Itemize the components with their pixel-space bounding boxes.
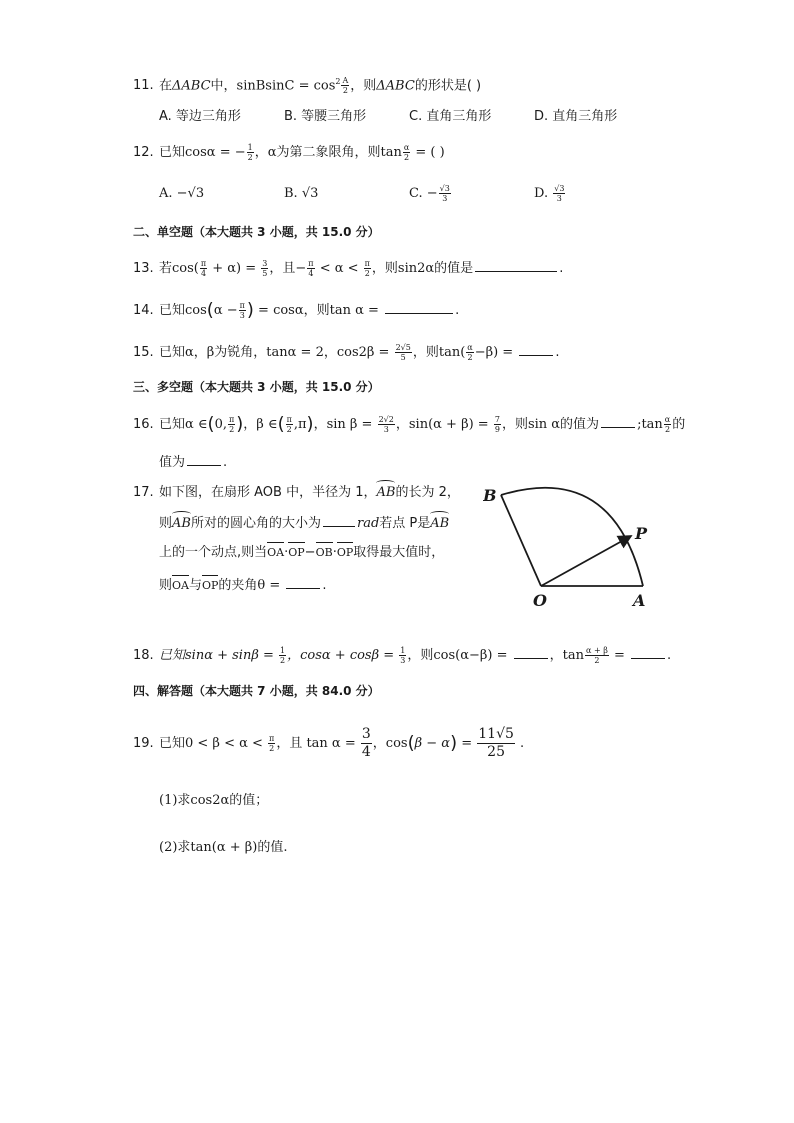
q16-fraction [286, 415, 293, 434]
vector-op: OP [337, 543, 353, 563]
q18-text: = [609, 648, 630, 663]
vector-op: OP [288, 543, 304, 563]
q15-text: −β) = [474, 345, 518, 360]
q18-fraction [399, 646, 406, 665]
q13-text: ，则sin2α的值是 [371, 261, 474, 276]
fraction-denominator: 2 [364, 269, 370, 278]
q11-triangle: ΔABC [172, 78, 211, 94]
fraction-denominator: 3 [239, 311, 245, 320]
dot-operator: · [284, 545, 289, 560]
question-number: 16. [133, 417, 154, 432]
option-fraction [439, 184, 451, 203]
q14-text: α − [213, 303, 238, 318]
question-number: 18. [133, 648, 154, 663]
q16-text: . [223, 455, 228, 470]
fraction-numerator: α [664, 415, 671, 424]
q19-text: . [515, 736, 525, 751]
fraction-denominator: 3 [442, 194, 448, 203]
sector-diagram [483, 481, 653, 611]
q17-text: 所对的圆心角的大小为 [190, 516, 321, 531]
option-a[interactable]: A. −√3 [159, 186, 205, 201]
q13-text: 若cos( [159, 261, 199, 276]
q11-text: ，则 [350, 78, 377, 94]
q11-text: 的形状是( ) [414, 78, 482, 94]
radius-ob [501, 495, 541, 586]
q12-fraction [247, 143, 254, 162]
fraction-denominator: 2 [269, 744, 275, 753]
q13-text: ，且− [269, 261, 307, 276]
q16-text: ，sin β = [313, 417, 377, 432]
fraction-denominator: 2 [342, 86, 348, 96]
question-number: 11. [133, 78, 154, 94]
arc-ab: AB [376, 483, 395, 503]
option-d[interactable] [534, 184, 566, 204]
q11-options [159, 107, 617, 127]
q16-text: 值为 [159, 455, 186, 470]
q19-fraction [268, 734, 275, 753]
fraction-numerator: π [286, 415, 292, 424]
q11-exponent: 2 [335, 77, 341, 86]
vector-oa: OA [172, 576, 189, 596]
fraction-denominator: 5 [262, 269, 268, 278]
option-b[interactable]: B. √3 [284, 186, 319, 201]
q19-part2: (2)求tan(α + β)的值. [159, 840, 288, 855]
fraction-numerator: π [200, 259, 207, 268]
answer-blank[interactable] [631, 645, 665, 659]
q13-fraction [261, 259, 268, 278]
q16-fraction [664, 415, 671, 434]
unit-rad: rad [356, 516, 380, 531]
fraction-numerator: α [467, 343, 473, 352]
fraction-numerator: π [269, 734, 275, 743]
q16-fraction [378, 415, 395, 434]
q17-text: 的夹角θ = [218, 578, 285, 593]
q13-text: < α < [315, 261, 363, 276]
option-d[interactable]: D. 直角三角形 [534, 109, 618, 124]
arc-ab [501, 488, 643, 586]
q16-text: ，则sin α的值为 [501, 417, 600, 432]
q15-stem [133, 342, 559, 363]
q11-stem [133, 72, 481, 96]
q17-text: 则 [159, 516, 173, 531]
fraction-numerator: √3 [554, 184, 565, 193]
q14-text: = cosα，则tan α = [253, 303, 384, 318]
option-fraction [553, 184, 565, 203]
q18-fraction [279, 646, 286, 665]
fraction-denominator: 3 [383, 425, 389, 434]
q16-stem: 16. 已知α ∈(0, $\frac{\pi}{2}$ )，β ∈( $\frac{\pi}{2}$ ,π)，sin β = $\frac{2√2}{3}$ ，sin(α + β) = $\frac{7}{9}$ ，则sin α的值为 ;tan $\frac{\alpha}{2}$ 的 [133, 413, 686, 435]
option-label: D. [534, 186, 553, 201]
q15-text: ，则tan( [412, 345, 466, 360]
fraction-numerator: 3 [361, 726, 371, 742]
fraction-denominator: 3 [400, 656, 406, 665]
q19-text: ，且 tan α = [276, 736, 360, 751]
option-label: C. − [409, 186, 438, 201]
q17-text: . [322, 578, 327, 593]
fraction-numerator: 11√5 [478, 726, 514, 742]
vector-op-arrow [541, 536, 631, 586]
q11-triangle: ΔABC [376, 78, 415, 94]
q11-text: 中，sinBsinC = cos [210, 78, 336, 94]
q18-text: ，tan [549, 648, 585, 663]
q14-fraction [239, 301, 246, 320]
q16-text: ，sin(α + β) = [395, 417, 493, 432]
dot-operator: · [332, 545, 337, 560]
answer-blank[interactable] [323, 513, 355, 527]
section-heading: 二、单空题（本大题共 3 小题，共 15.0 分） [133, 225, 380, 239]
q12-text: = ( ) [411, 145, 445, 160]
q18-text: 已知sinα + sinβ = [159, 648, 279, 663]
vector-ob: OB [316, 543, 333, 563]
fraction-denominator: 2 [286, 425, 292, 434]
q16-fraction [494, 415, 501, 434]
answer-blank[interactable] [475, 258, 557, 272]
fraction-numerator: α [403, 143, 410, 152]
fraction-denominator: 2 [594, 656, 600, 665]
fraction-denominator: 4 [361, 744, 371, 760]
q12-text: ，α为第二象限角，则tan [254, 145, 402, 160]
answer-blank[interactable] [514, 645, 548, 659]
q16-text: 已知α ∈ [159, 417, 208, 432]
fraction-denominator: 2 [404, 153, 410, 162]
fraction-numerator: 1 [280, 646, 286, 655]
label-a: A [633, 591, 646, 610]
q15-fraction [466, 343, 473, 362]
q15-fraction [395, 343, 412, 362]
fraction-denominator: 4 [308, 269, 314, 278]
q11-text: 在 [159, 78, 173, 94]
q14-text: . [455, 303, 460, 318]
answer-blank[interactable] [601, 414, 635, 428]
section-heading: 四、解答题（本大题共 7 小题，共 84.0 分） [133, 684, 380, 698]
vector-oa: OA [267, 543, 284, 563]
answer-blank[interactable] [286, 575, 320, 589]
fraction-denominator: 2 [247, 153, 253, 162]
fraction-numerator: √3 [439, 184, 450, 193]
fraction-denominator: 9 [494, 425, 500, 434]
vector-op: OP [202, 576, 218, 596]
q17-text: 如下图，在扇形 AOB 中，半径为 1， [159, 485, 377, 500]
fraction-denominator: 2 [229, 425, 235, 434]
q13-fraction [200, 259, 207, 278]
fraction-numerator: π [239, 301, 245, 310]
q17-text: 取得最大值时， [353, 545, 445, 560]
q19-part1: (1)求cos2α的值； [159, 793, 269, 808]
question-number: 17. [133, 485, 154, 500]
q12-text: 已知cosα = − [159, 145, 246, 160]
q19-text: = [457, 736, 477, 751]
fraction-denominator: 25 [487, 744, 505, 760]
q18-text: ，则cos(α−β) = [407, 648, 512, 663]
option-b[interactable]: B. 等腰三角形 [284, 109, 367, 124]
fraction-numerator: 1 [400, 646, 406, 655]
fraction-numerator: 7 [494, 415, 500, 424]
question-number: 14. [133, 303, 154, 318]
fraction-numerator: 2√5 [395, 343, 411, 352]
label-b: B [483, 486, 497, 505]
fraction-denominator: 2 [280, 656, 286, 665]
q18-fraction [585, 646, 609, 665]
option-a[interactable]: A. 等边三角形 [159, 109, 241, 124]
q19-stem: 19. 已知0 < β < α < $\frac{\pi}{2}$ ，且 tan α = $\frac{3}{4}$ ，cos(β − α) = $\frac{11√5}{25}$ . [133, 726, 525, 760]
arc-ab: AB [172, 514, 191, 534]
q16-text: ;tan [637, 417, 663, 432]
q17-line4 [159, 575, 327, 596]
q17-text: 的长为 2， [395, 485, 460, 500]
q18-text: . [667, 648, 672, 663]
question-number: 13. [133, 261, 154, 276]
q11-fraction [341, 76, 349, 95]
q12-stem [133, 143, 445, 163]
question-number: 12. [133, 145, 154, 160]
fraction-numerator: 1 [247, 143, 253, 152]
fraction-numerator: π [228, 415, 235, 424]
fraction-numerator: α + β [586, 646, 608, 655]
q16-text: ,π [293, 417, 307, 432]
arc-ab: AB [430, 514, 449, 534]
q14-text: 已知cos [159, 303, 207, 318]
answer-blank[interactable] [187, 452, 221, 466]
fraction-numerator: A [342, 76, 349, 86]
q16-text: ，β ∈ [243, 417, 278, 432]
q17-text: 若点 P是 [379, 516, 431, 531]
q16-text: 的 [672, 417, 686, 432]
q13-fraction [364, 259, 371, 278]
q19-text: ，cos [372, 736, 408, 751]
q17-line1 [133, 483, 460, 503]
q15-text: . [555, 345, 560, 360]
q17-line3 [159, 543, 444, 563]
q12-fraction [403, 143, 410, 162]
q16-line2 [159, 452, 227, 473]
q17-line2 [159, 513, 449, 534]
fraction-numerator: 2√2 [378, 415, 394, 424]
q15-text: 已知α，β为锐角，tanα = 2，cos2β = [159, 345, 394, 360]
fraction-denominator: 4 [200, 269, 207, 278]
answer-blank[interactable] [519, 342, 553, 356]
fraction-denominator: 2 [467, 353, 473, 362]
fraction-denominator: 2 [664, 425, 671, 434]
q19-text: 已知0 < β < α < [159, 736, 268, 751]
q19-fraction [361, 726, 372, 761]
minus-operator: − [304, 545, 316, 560]
label-o: O [533, 591, 547, 610]
q13-text: . [559, 261, 564, 276]
fraction-denominator: 5 [400, 353, 406, 362]
q19-text: β − α [414, 736, 451, 751]
q17-text: 上的一个动点,则当 [159, 545, 268, 560]
q12-options [159, 184, 566, 204]
q14-stem: 14. 已知cos(α − $\frac{\pi}{3}$ ) = cosα，则tan α = . [133, 299, 460, 321]
q18-text: ，cosα + cosβ = [287, 648, 399, 663]
fraction-numerator: π [308, 259, 314, 268]
fraction-denominator: 3 [556, 194, 562, 203]
q17-text: 则 [159, 578, 173, 593]
q13-stem [133, 258, 563, 279]
q16-text: 0, [214, 417, 227, 432]
option-c[interactable] [409, 184, 534, 204]
q13-text: + α) = [208, 261, 261, 276]
q19-fraction [477, 726, 515, 761]
q13-fraction [307, 259, 314, 278]
option-c[interactable]: C. 直角三角形 [409, 109, 492, 124]
answer-blank[interactable] [385, 300, 453, 314]
question-number: 19. [133, 736, 154, 751]
q17-text: 与 [188, 578, 202, 593]
section-heading: 三、多空题（本大题共 3 小题，共 15.0 分） [133, 380, 380, 394]
question-number: 15. [133, 345, 154, 360]
q16-fraction [228, 415, 235, 434]
label-p: P [635, 524, 648, 543]
fraction-numerator: π [364, 259, 370, 268]
fraction-numerator: 3 [262, 259, 268, 268]
q18-stem [133, 645, 671, 666]
